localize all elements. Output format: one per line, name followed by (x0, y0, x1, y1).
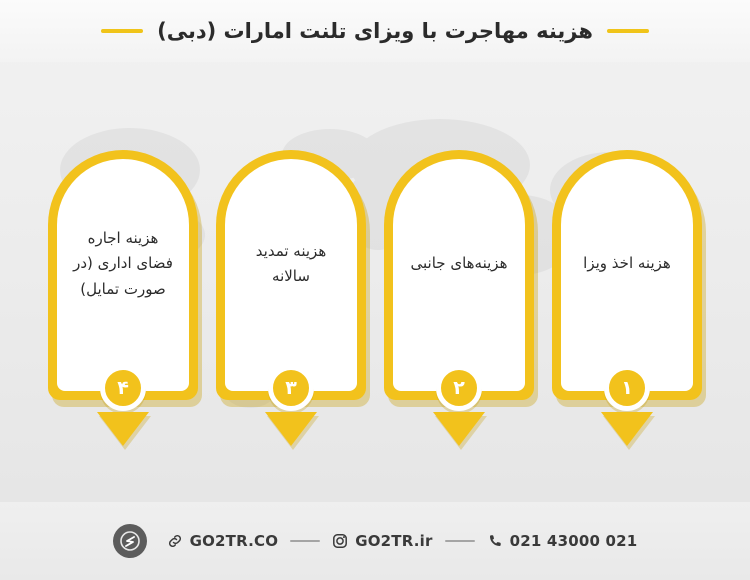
card-item[interactable] (552, 150, 702, 460)
cards-row (0, 150, 750, 470)
card-inner (393, 159, 525, 391)
card-shell (48, 150, 198, 400)
instagram-icon (332, 533, 348, 549)
card-number-badge (604, 365, 650, 411)
footer-website[interactable] (167, 532, 279, 550)
card-number-badge (268, 365, 314, 411)
footer-bar (0, 502, 750, 580)
card-inner (225, 159, 357, 391)
card-number-badge (100, 365, 146, 411)
card-number: ۳ (285, 376, 297, 399)
card-label: هزینه‌های جانبی (410, 254, 508, 273)
card-pointer-icon (97, 412, 149, 446)
footer-separator (445, 540, 475, 542)
card-label: هزینه اخذ ویزا (583, 254, 671, 273)
footer-instagram[interactable] (332, 532, 432, 550)
title-rule-right-icon (607, 29, 649, 33)
title-rule-left-icon (101, 29, 143, 33)
phone-icon (487, 533, 503, 549)
card-shell (552, 150, 702, 400)
link-icon (167, 533, 183, 549)
footer-phone-label: 021 43000 021 (509, 532, 638, 550)
card-item[interactable] (216, 150, 366, 460)
footer-inner (113, 524, 638, 558)
page-title: هزینه مهاجرت با ویزای تلنت امارات (دبی) (157, 19, 593, 43)
card-inner (561, 159, 693, 391)
header-inner (101, 19, 649, 43)
card-pointer-icon (433, 412, 485, 446)
card-label: هزینه تمدید سالانه (255, 241, 327, 285)
card-shell (216, 150, 366, 400)
card-number: ۱ (621, 376, 633, 399)
card-label: هزینه اجاره فضای اداری (در صورت تمایل) (73, 228, 173, 298)
card-pointer-icon (265, 412, 317, 446)
card-pointer-icon (601, 412, 653, 446)
card-inner (57, 159, 189, 391)
card-item[interactable] (384, 150, 534, 460)
card-shell (384, 150, 534, 400)
header-bar (0, 0, 750, 62)
card-number: ۲ (453, 376, 465, 399)
card-item[interactable] (48, 150, 198, 460)
footer-phone[interactable] (487, 532, 638, 550)
footer-separator (290, 540, 320, 542)
footer-website-label: GO2TR.CO (189, 532, 279, 550)
card-number-badge (436, 365, 482, 411)
footer-instagram-label: GO2TR.ir (355, 532, 433, 550)
brand-logo-icon (113, 524, 147, 558)
card-number: ۴ (117, 376, 129, 399)
